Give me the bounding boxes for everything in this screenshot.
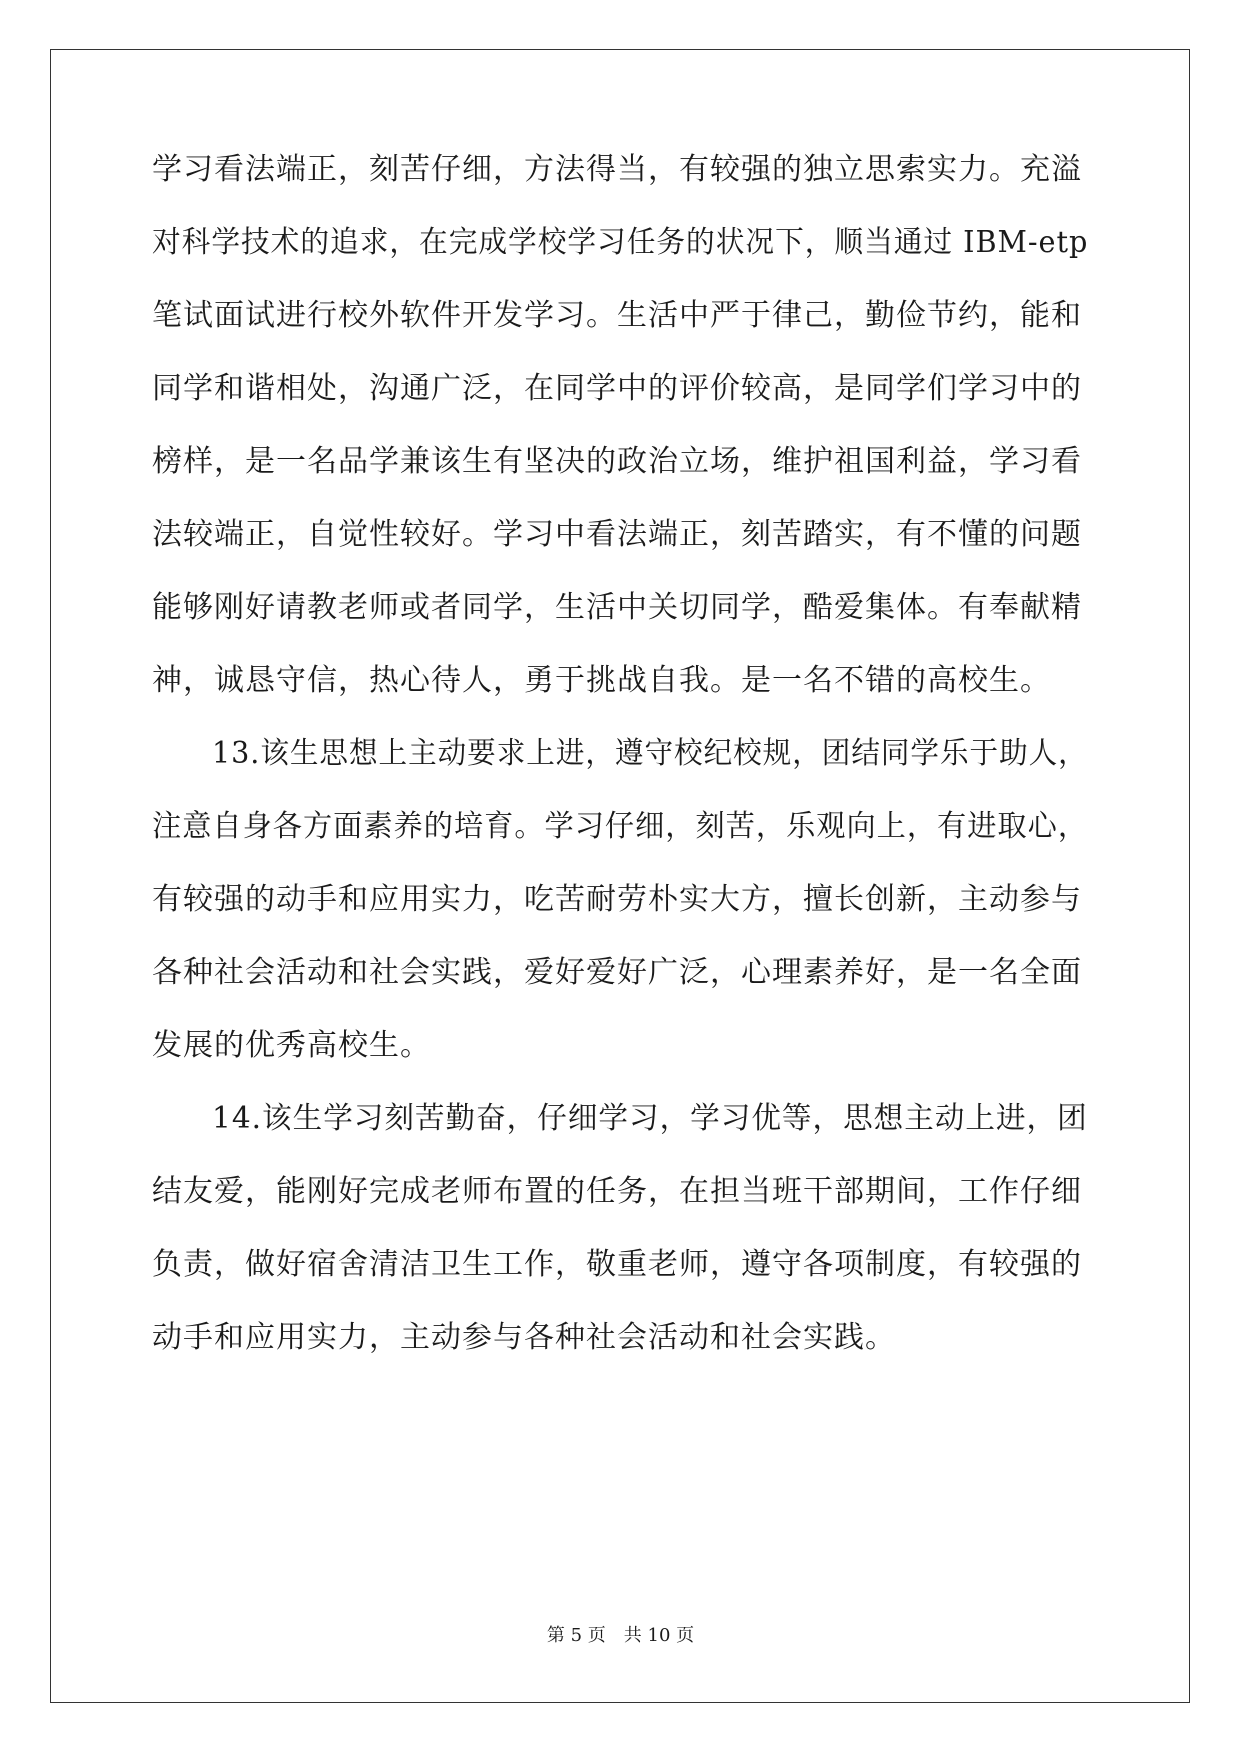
paragraph-line: 神，诚恳守信，热心待人，勇于挑战自我。是一名不错的高校生。 (152, 663, 1051, 698)
paragraph-line-13: 13.该生思想上主动要求上进，遵守校纪校规，团结同学乐于助人， (212, 736, 1088, 771)
paragraph-line: 对科学技术的追求，在完成学校学习任务的状况下，顺当通过 IBM-etp (152, 225, 1089, 260)
page-total: 共 10 页 (623, 1625, 695, 1646)
paragraph-line: 各种社会活动和社会实践，爱好爱好广泛，心理素养好，是一名全面 (152, 955, 1082, 990)
paragraph-line: 发展的优秀高校生。 (152, 1028, 431, 1063)
paragraph-line-14: 14.该生学习刻苦勤奋，仔细学习，学习优等，思想主动上进，团 (212, 1101, 1088, 1136)
paragraph-line: 注意自身各方面素养的培育。学习仔细，刻苦，乐观向上，有进取心， (152, 809, 1089, 844)
paragraph-line: 榜样，是一名品学兼该生有坚决的政治立场，维护祖国利益，学习看 (152, 444, 1082, 479)
paragraph-line: 负责，做好宿舍清洁卫生工作，敬重老师，遵守各项制度，有较强的 (152, 1247, 1082, 1282)
paragraph-line: 能够刚好请教老师或者同学，生活中关切同学，酷爱集体。有奉献精 (152, 590, 1082, 625)
page-number: 第 5 页 (546, 1625, 606, 1646)
paragraph-line: 有较强的动手和应用实力，吃苦耐劳朴实大方，擅长创新，主动参与 (152, 882, 1082, 917)
paragraph-line: 结友爱，能刚好完成老师布置的任务，在担当班干部期间，工作仔细 (152, 1174, 1082, 1209)
page-footer (0, 1624, 1241, 1648)
paragraph-line: 法较端正，自觉性较好。学习中看法端正，刻苦踏实，有不懂的问题 (152, 517, 1082, 552)
paragraph-line: 动手和应用实力，主动参与各种社会活动和社会实践。 (152, 1320, 896, 1355)
paragraph-line: 同学和谐相处，沟通广泛，在同学中的评价较高，是同学们学习中的 (152, 371, 1082, 406)
paragraph-line: 学习看法端正，刻苦仔细，方法得当，有较强的独立思索实力。充溢 (152, 152, 1082, 187)
paragraph-line: 笔试面试进行校外软件开发学习。生活中严于律己，勤俭节约，能和 (152, 298, 1082, 333)
